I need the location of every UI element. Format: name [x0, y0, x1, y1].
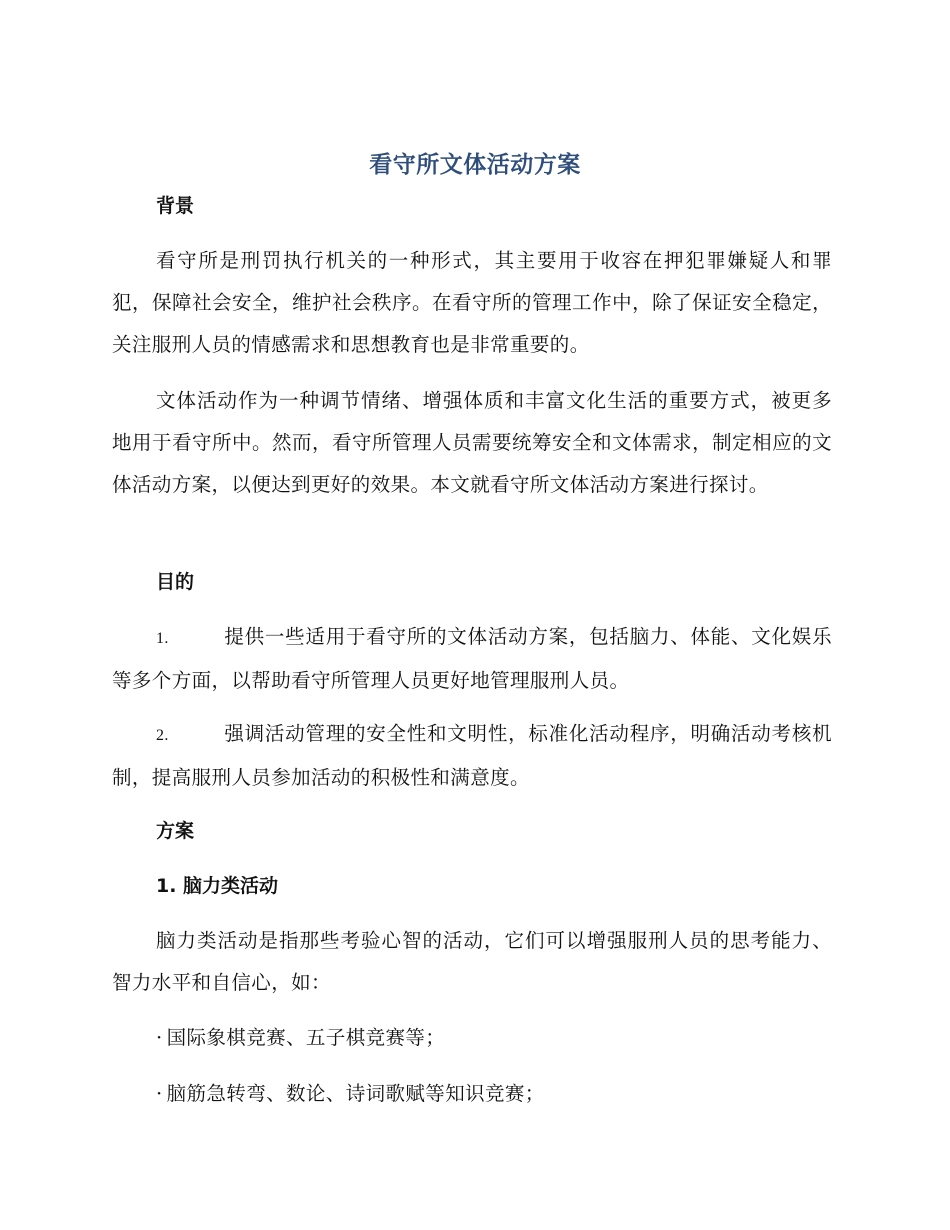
- purpose-item-text: 提供一些适用于看守所的文体活动方案，包括脑力、体能、文化娱乐等多个方面，以帮助看守所管理人员更好地管理服刑人员。: [112, 625, 832, 692]
- purpose-item-number: 1.: [156, 630, 169, 647]
- heading-plan: 方案: [156, 820, 195, 842]
- heading-background: 背景: [156, 195, 195, 217]
- purpose-item-text: 强调活动管理的安全性和文明性，标准化活动程序，明确活动考核机制，提高服刑人员参加活动的积极性和满意度。: [112, 722, 832, 789]
- background-paragraph-2: 文体活动作为一种调节情绪、增强体质和丰富文化生活的重要方式，被更多地用于看守所中。然而，看守所管理人员需要统筹安全和文体需求，制定相应的文体活动方案，以便达到更好的效果。本文就看守所文体活动方案进行探讨。: [112, 389, 832, 496]
- purpose-item-1: [112, 616, 832, 702]
- list-item: [156, 1024, 445, 1052]
- plan-paragraph: 脑力类活动是指那些考验心智的活动，它们可以增强服刑人员的思考能力、智力水平和自信心，如：: [112, 929, 832, 994]
- background-paragraph-1: 看守所是刑罚执行机关的一种形式，其主要用于收容在押犯罪嫌疑人和罪犯，保障社会安全，维护社会秩序。在看守所的管理工作中，除了保证安全稳定，关注服刑人员的情感需求和思想教育也是非常重要的。: [112, 249, 832, 356]
- subheading-brain-activities: 1. 脑力类活动: [156, 875, 279, 897]
- purpose-item-number: 2.: [156, 727, 169, 744]
- purpose-item-2: [112, 713, 832, 799]
- document-title: 看守所文体活动方案: [369, 152, 581, 178]
- list-item: [156, 1080, 545, 1108]
- heading-purpose: 目的: [156, 571, 195, 593]
- list-item-text: 脑筋急转弯、数论、诗词歌赋等知识竞赛；: [166, 1082, 545, 1105]
- bullet-icon: ·: [156, 1082, 163, 1105]
- bullet-icon: ·: [156, 1026, 163, 1049]
- list-item-text: 国际象棋竞赛、五子棋竞赛等；: [166, 1026, 446, 1049]
